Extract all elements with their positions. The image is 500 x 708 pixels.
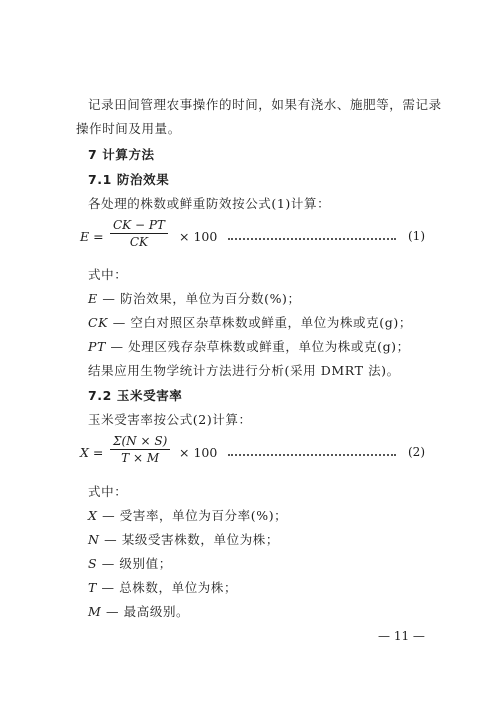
equation-number: (2): [408, 445, 425, 459]
definition-row: [88, 580, 237, 596]
definition-row: [88, 556, 172, 572]
section-heading-7-2: 7.2 玉米受害率: [88, 388, 183, 403]
definition-row: [88, 315, 412, 331]
definition-symbol: X: [88, 508, 98, 523]
section-heading-7: 7 计算方法: [88, 147, 155, 162]
formula-numerator: Σ(N × S): [110, 434, 170, 450]
definition-text: — 最高级别。: [105, 604, 190, 619]
formula-multiplier: × 100: [179, 229, 218, 244]
definition-row: [88, 339, 410, 355]
formula-1: [80, 218, 425, 258]
definition-text: — 某级受害株数，单位为株；: [104, 532, 279, 547]
definition-text: — 级别值；: [101, 556, 172, 571]
definition-symbol: E: [88, 291, 98, 306]
formula-2: [80, 434, 425, 474]
definition-symbol: CK: [88, 315, 109, 330]
paragraph-line: 记录田间管理农事操作的时间，如果有浇水、施肥等，需记录: [88, 97, 442, 112]
definition-text: — 处理区残存杂草株数或鲜重，单位为株或克(g)；: [110, 339, 410, 354]
formula-denominator: CK: [129, 235, 149, 249]
leader-dots: [228, 226, 396, 240]
definition-symbol: T: [88, 580, 97, 595]
result-note: 结果应用生物学统计方法进行分析(采用 DMRT 法)。: [88, 363, 400, 378]
leader-dots: [228, 442, 396, 456]
definition-row: [88, 291, 301, 307]
formula-numerator: CK − PT: [110, 218, 168, 234]
definition-symbol: PT: [88, 339, 106, 354]
paragraph-7-1: 各处理的株数或鲜重防效按公式(1)计算：: [88, 196, 331, 211]
definition-symbol: M: [88, 604, 102, 619]
page-number: — 11 —: [378, 629, 425, 643]
formula-fraction: [110, 218, 168, 249]
definition-text: — 防治效果，单位为百分数(%)；: [102, 291, 301, 306]
equation-number: (1): [408, 229, 425, 243]
definition-text: — 受害率，单位为百分率(%)；: [102, 508, 288, 523]
formula-fraction: [110, 434, 170, 465]
section-heading-7-1: 7.1 防治效果: [88, 172, 170, 187]
formula-multiplier: × 100: [179, 445, 218, 460]
definition-row: [88, 532, 279, 548]
where-label: 式中：: [88, 267, 128, 282]
definition-row: [88, 604, 189, 620]
paragraph-7-2: 玉米受害率按公式(2)计算：: [88, 412, 252, 427]
definition-symbol: N: [88, 532, 100, 547]
definition-symbol: S: [88, 556, 98, 571]
definition-row: [88, 508, 287, 524]
formula-denominator: T × M: [121, 451, 160, 465]
paragraph-line: 操作时间及用量。: [76, 121, 181, 136]
where-label: 式中：: [88, 484, 128, 499]
formula-lhs: X =: [80, 445, 104, 460]
definition-text: — 总株数，单位为株；: [101, 580, 238, 595]
definition-text: — 空白对照区杂草株数或鲜重，单位为株或克(g)；: [112, 315, 412, 330]
formula-lhs: E =: [80, 229, 104, 244]
